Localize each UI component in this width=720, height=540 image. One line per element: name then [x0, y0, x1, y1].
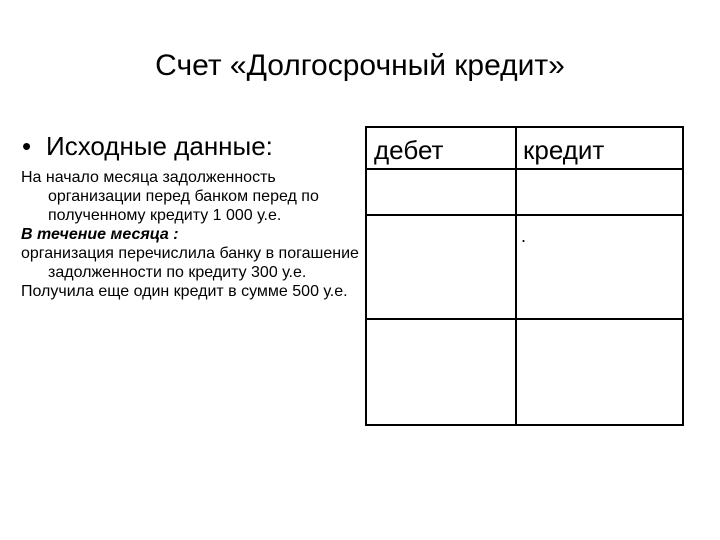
source-data-label: Исходные данные: — [46, 131, 273, 161]
source-data-text — [21, 168, 361, 301]
opening-balance-paragraph: На начало месяца задолженность организации перед банком перед по полученному кредиту 1 000 у.е. — [21, 169, 319, 224]
t-account-row-line-1 — [367, 214, 682, 216]
slide-title: Счет «Долгосрочный кредит» — [155, 49, 565, 82]
credit-entry-mark: . — [521, 226, 527, 246]
t-account-table — [365, 126, 684, 426]
new-loan-paragraph: Получила еще один кредит в сумме 500 у.е. — [21, 283, 348, 300]
credit-column-header: кредит — [523, 135, 605, 165]
during-month-heading: В течение месяца : — [21, 226, 179, 243]
t-account-divider — [515, 128, 517, 424]
source-data-heading — [22, 128, 273, 164]
debit-column-header: дебет — [374, 135, 444, 165]
repayment-paragraph: организация перечислила банку в погашение задолженности по кредиту 300 у.е. — [21, 245, 359, 281]
t-account-header-line — [367, 168, 682, 170]
t-account-row-line-2 — [367, 318, 682, 320]
bullet-marker: • — [22, 131, 32, 161]
